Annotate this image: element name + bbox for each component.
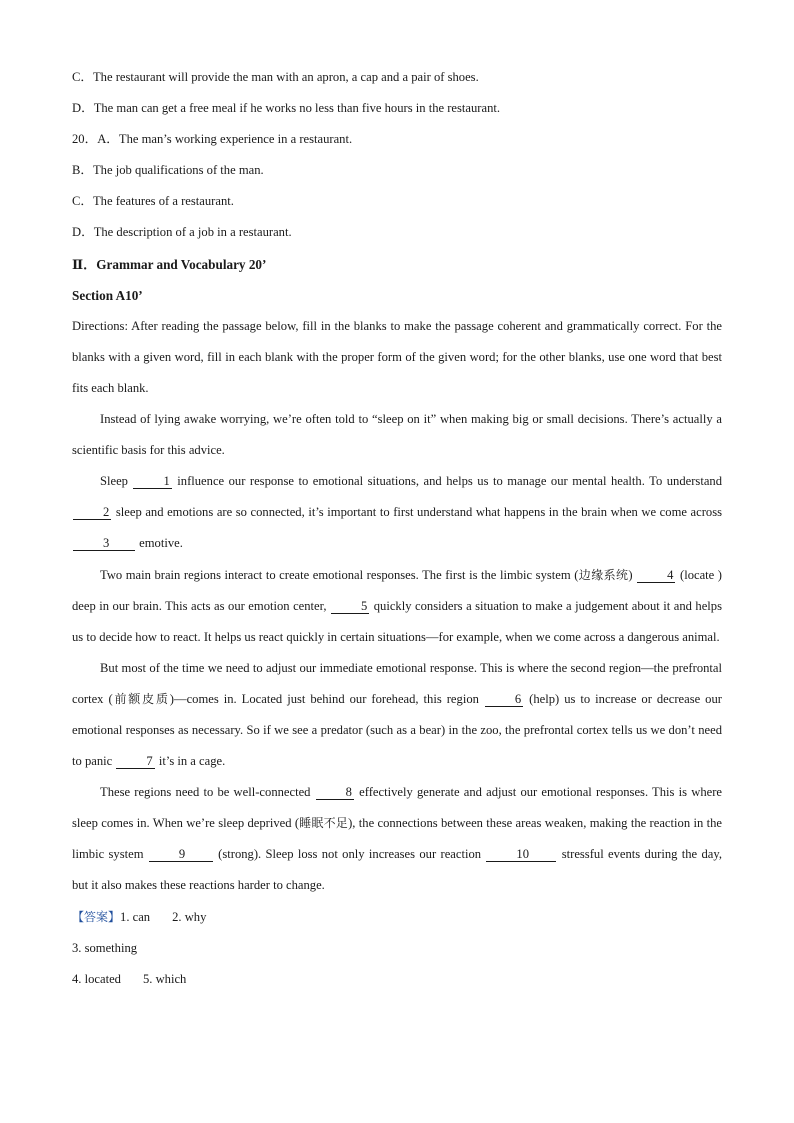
- question-20-stem: 20．A．The man’s working experience in a restaurant.: [72, 132, 353, 147]
- passage-paragraph-1: Instead of lying awake worrying, we’re often told to “sleep on it” when making big or small decisions. There’s actually a scientific basis for this advice.: [72, 412, 722, 458]
- passage-paragraph-4: But most of the time we need to adjust our immediate emotional response. This is where the second region—the prefrontal cortex (前额皮质)—comes in. Located just behind our forehead, this region 6 (help) us to increase or decrease our emotional responses as necessary. So if we see a predator (such as a bear) in the zoo, the prefrontal cortex tells us we don’t need to panic 7 it’s in a cage.: [72, 660, 722, 769]
- blank-9[interactable]: 9: [149, 847, 213, 862]
- blank-2[interactable]: 2: [73, 505, 111, 520]
- passage-paragraph-5: These regions need to be well-connected 8 effectively generate and adjust our emotional responses. This is where sleep comes in. When we’re sleep deprived (睡眠不足), the connections between these areas weaken, making the reaction in the limbic system 9 (strong). Sleep loss not only increases our reaction 10 stressful events during the day, but it also makes these reactions harder to change.: [72, 785, 722, 893]
- blank-7[interactable]: 7: [116, 754, 154, 769]
- directions: Directions: After reading the passage below, fill in the blanks to make the passage coherent and grammatically correct. For the blanks with a given word, fill in each blank with the proper form of the given word; for the other blanks, use one word that best fits each blank.: [72, 318, 722, 395]
- blank-8[interactable]: 8: [316, 785, 354, 800]
- blank-6[interactable]: 6: [485, 692, 523, 707]
- option-19-c: C．The restaurant will provide the man with an apron, a cap and a pair of shoes.: [72, 70, 479, 84]
- option-20-c: C．The features of a restaurant.: [72, 194, 234, 209]
- blank-10[interactable]: 10: [486, 847, 556, 862]
- blank-1[interactable]: 1: [133, 474, 171, 489]
- option-20-d: D．The description of a job in a restaurant.: [72, 225, 292, 240]
- section-subheading: Section A10’: [72, 287, 143, 303]
- chinese-gloss-sleep-deprived: 睡眠不足: [299, 816, 349, 831]
- answer-1: 1. can: [120, 909, 151, 924]
- blank-3[interactable]: 3: [73, 536, 135, 551]
- answer-3: 3. something: [72, 940, 138, 955]
- answer-line-1: [72, 902, 722, 933]
- section-heading: Ⅱ．Grammar and Vocabulary 20’: [72, 256, 267, 272]
- option-20-b: B．The job qualifications of the man.: [72, 163, 264, 178]
- document-page: [72, 62, 722, 995]
- answer-label: 【答案】: [72, 909, 121, 924]
- passage-paragraph-2: Sleep 1 influence our response to emotional situations, and helps us to manage our mental health. To understand 2 sleep and emotions are so connected, it’s important to first understand what happens in the brain when we come across 3 emotive.: [72, 466, 722, 559]
- answer-2: 2. why: [172, 909, 207, 924]
- passage-paragraph-3: Two main brain regions interact to create emotional responses. The first is the limbic system (边缘系统) 4 (locate ) deep in our brain. This acts as our emotion center, 5 quickly considers a situation to make a judgement about it and helps us to decide how to react. It helps us react quickly in certain situations—for example, when we come across a dangerous animal.: [72, 567, 722, 644]
- option-19-d: D．The man can get a free meal if he works no less than five hours in the restaurant.: [72, 101, 501, 116]
- answer-line-3: [72, 964, 722, 995]
- chinese-gloss-prefrontal: 前额皮质: [112, 691, 170, 706]
- answer-line-2: [72, 933, 722, 964]
- answer-5: 5. which: [142, 971, 187, 986]
- blank-5[interactable]: 5: [331, 599, 369, 614]
- blank-4[interactable]: 4: [637, 568, 675, 583]
- chinese-gloss-limbic: 边缘系统: [578, 567, 629, 582]
- answer-4: 4. located: [72, 971, 121, 986]
